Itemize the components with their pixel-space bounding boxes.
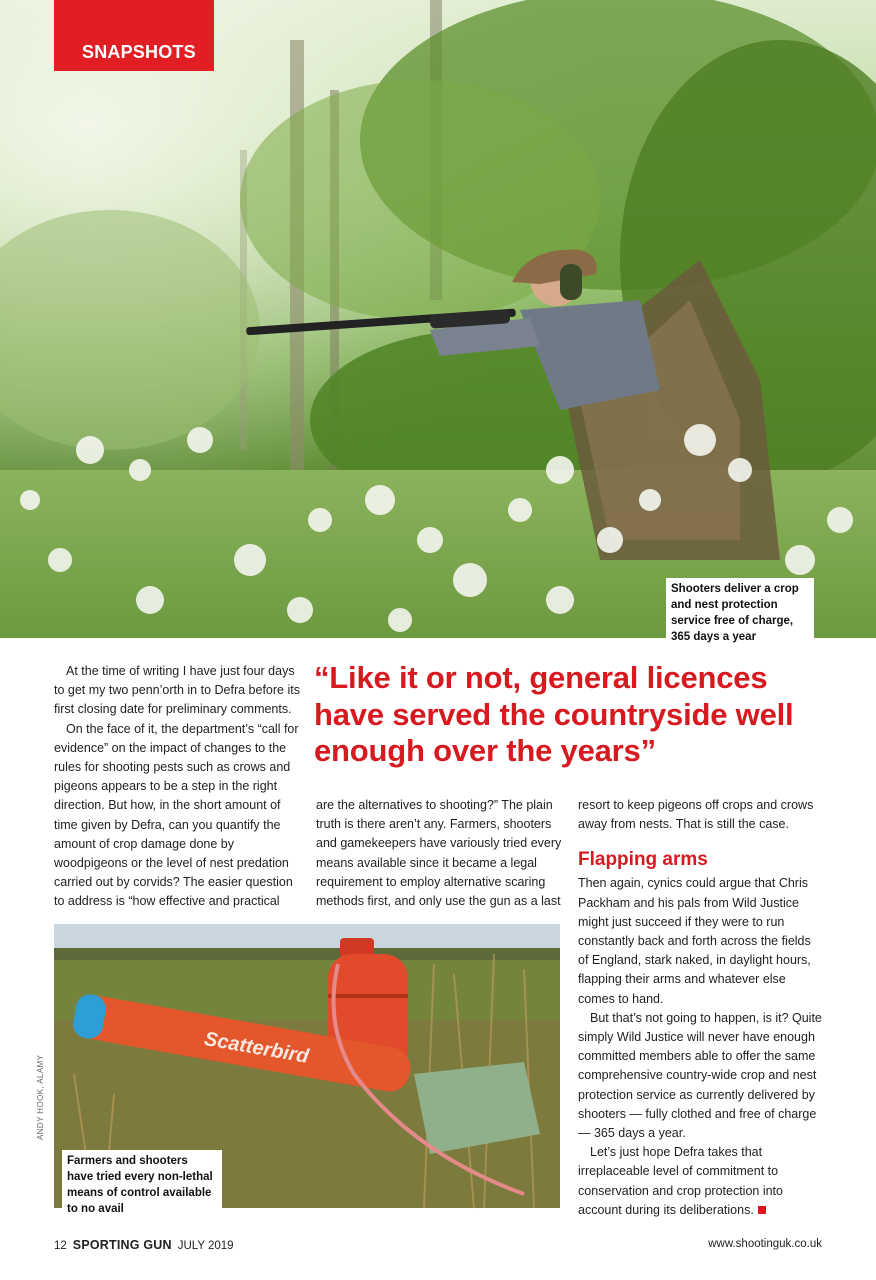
article-column-1	[54, 662, 300, 912]
hero-caption: Shooters deliver a crop and nest protection service free of charge, 365 days a year	[666, 578, 814, 648]
paragraph-text: Let’s just hope Defra takes that irreplaceable level of commitment to conservation and crop protection into account during its deliberations.	[578, 1145, 783, 1217]
section-label	[54, 0, 214, 71]
article-column-2	[316, 796, 562, 911]
footer-website[interactable]: www.shootinguk.co.uk	[708, 1238, 822, 1250]
photo-credit: ANDY HOOK, ALAMY	[36, 1054, 45, 1140]
paragraph	[578, 1143, 822, 1220]
subheading: Flapping arms	[578, 849, 708, 871]
scarer-label: Scatterbird	[202, 1027, 311, 1068]
paragraph: On the face of it, the department’s “call for evidence” on the impact of changes to the rules for shooting pests such as crows and pigeons appears to be a step in the right direction. But how, in the short amount of time given by Defra, can you quantify the amount of crop damage done by woodpigeons or the level of nest predation carried out by corvids? The easier question to address is “how effective and practical	[54, 721, 299, 909]
paragraph: resort to keep pigeons off crops and crows away from nests. That is still the case.	[578, 798, 814, 832]
paragraph: Then again, cynics could argue that Chris Packham and his pals from Wild Justice might just succeed if they were to run constantly back and forth across the fields of England, stark naked, in daylight hours, flapping their arms and whatever else comes to hand.	[578, 876, 811, 1006]
hero-photo-illustration	[0, 0, 876, 638]
issue-date: JULY 2019	[177, 1240, 234, 1252]
paragraph: But that’s not going to happen, is it? Quite simply Wild Justice will never have enough committed members able to offer the same comprehensive country-wide crop and nest protection service as currently delivered by shooters — fully clothed and free of charge — 365 days a year.	[578, 1010, 822, 1141]
section-label-text: SNAPSHOTS	[82, 42, 196, 62]
pull-quote: “Like it or not, general licences have served the countryside well enough over the years”	[314, 660, 794, 768]
footer-left	[54, 1238, 234, 1252]
page-number: 12	[54, 1240, 67, 1252]
article-column-3	[578, 796, 822, 1220]
scarer-photo	[54, 924, 560, 1215]
magazine-name: SPORTING GUN	[72, 1238, 172, 1252]
paragraph: are the alternatives to shooting?” The plain truth is there aren’t any. Farmers, shooters and gamekeepers have variously tried every means available since it became a legal requirement to employ alternative scaring methods first, and only use the gun as a last	[316, 798, 562, 909]
end-mark-icon	[758, 1206, 766, 1214]
paragraph: At the time of writing I have just four days to get my two penn’orth in to Defra before its first closing date for preliminary comments.	[54, 664, 300, 717]
scarer-caption: Farmers and shooters have tried every non-lethal means of control available to no avail	[62, 1150, 222, 1220]
